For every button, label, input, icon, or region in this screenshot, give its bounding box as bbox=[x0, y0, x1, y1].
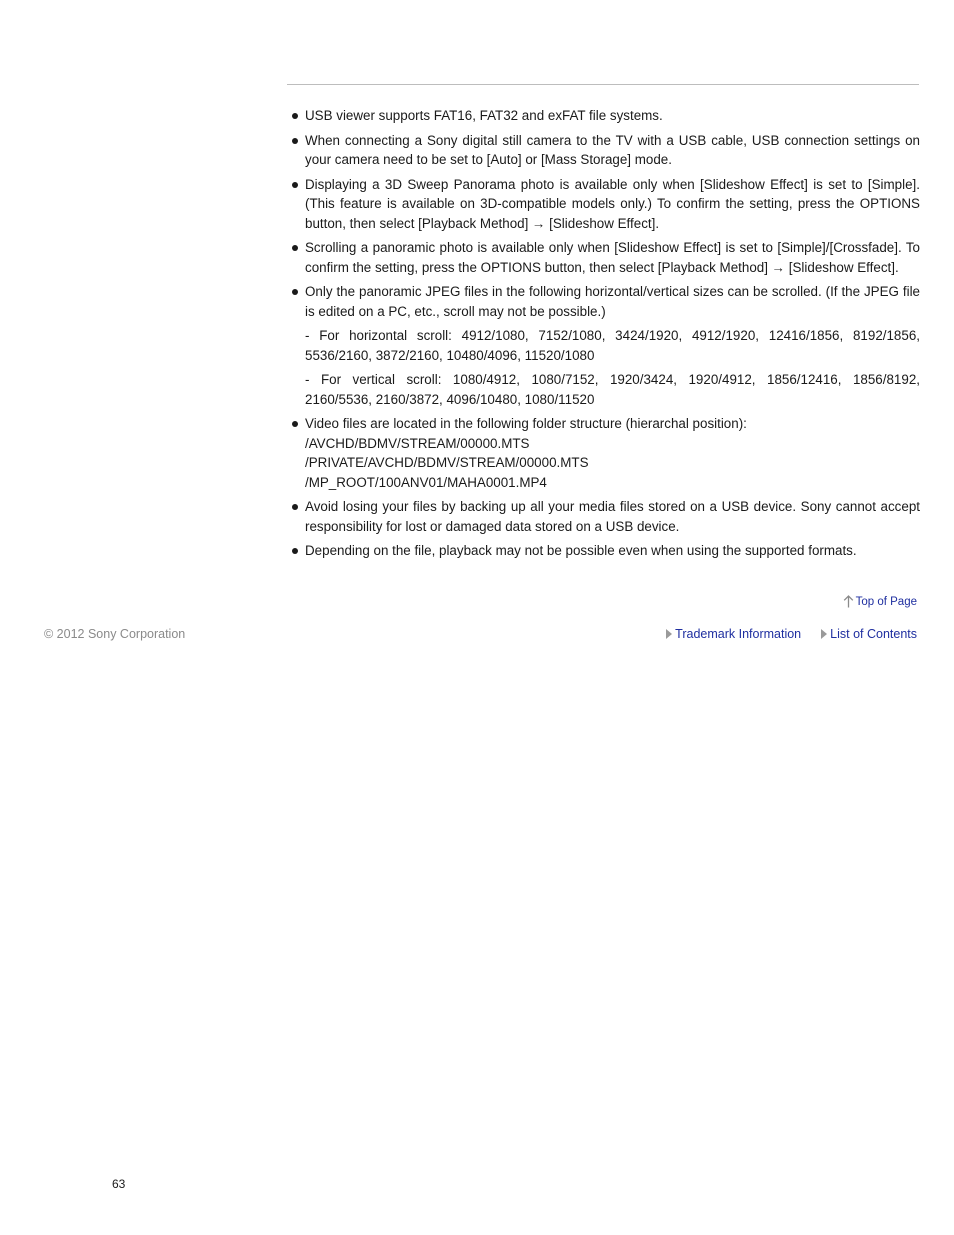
bullet-icon bbox=[292, 504, 298, 510]
note-item bbox=[288, 282, 920, 409]
note-text: Avoid losing your files by backing up all your media files stored on a USB device. Sony cannot accept responsibility for lost or damaged data stored on a USB device. bbox=[305, 499, 920, 534]
top-of-page-link[interactable] bbox=[843, 595, 917, 608]
copyright-text: © 2012 Sony Corporation bbox=[44, 627, 186, 641]
note-text: USB viewer supports FAT16, FAT32 and exFAT file systems. bbox=[305, 108, 663, 123]
folder-path: /PRIVATE/AVCHD/BDMV/STREAM/00000.MTS bbox=[305, 455, 589, 470]
vertical-sizes: - For vertical scroll: 1080/4912, 1080/7152, 1920/3424, 1920/4912, 1856/12416, 1856/8192, 2160/5536, 2160/3872, 4096/10480, 1080/11520 bbox=[305, 372, 920, 407]
bullet-icon bbox=[292, 421, 298, 427]
note-item bbox=[288, 414, 920, 492]
note-item bbox=[288, 131, 920, 170]
footer-links bbox=[666, 627, 917, 641]
folder-path: /AVCHD/BDMV/STREAM/00000.MTS bbox=[305, 435, 530, 451]
note-item bbox=[288, 238, 920, 277]
note-item bbox=[288, 106, 920, 126]
arrow-up-icon bbox=[843, 595, 854, 608]
note-text: Depending on the file, playback may not be possible even when using the supported formats. bbox=[305, 543, 857, 558]
bullet-icon bbox=[292, 548, 298, 554]
note-text: Displaying a 3D Sweep Panorama photo is available only when [Slideshow Effect] is set to [Simple]. (This feature is available on 3D-compatible models only.) To confirm the setting, press the OPTIONS button, then select [Playback Method] → [Slideshow Effect]. bbox=[305, 176, 920, 231]
notes-list bbox=[288, 106, 920, 566]
list-of-contents-link[interactable] bbox=[821, 627, 917, 641]
horizontal-sizes: - For horizontal scroll: 4912/1080, 7152/1080, 3424/1920, 4912/1920, 12416/1856, 8192/1856, 5536/2160, 3872/2160, 10480/4096, 11520/1080 bbox=[305, 328, 920, 363]
note-item bbox=[288, 497, 920, 536]
note-text: When connecting a Sony digital still camera to the TV with a USB cable, USB connection settings on your camera need to be set to [Auto] or [Mass Storage] mode. bbox=[305, 132, 920, 167]
bullet-icon bbox=[292, 182, 298, 188]
bullet-icon bbox=[292, 113, 298, 119]
note-text: Video files are located in the following folder structure (hierarchal position): bbox=[305, 416, 747, 431]
folder-path: /MP_ROOT/100ANV01/MAHA0001.MP4 bbox=[305, 474, 547, 490]
page-number: 63 bbox=[112, 1177, 126, 1191]
trademark-information-link[interactable] bbox=[666, 627, 801, 641]
top-of-page-label: Top of Page bbox=[855, 595, 917, 608]
triangle-right-icon bbox=[821, 629, 827, 639]
triangle-right-icon bbox=[666, 629, 672, 639]
bullet-icon bbox=[292, 289, 298, 295]
note-item bbox=[288, 541, 920, 561]
note-text: Only the panoramic JPEG files in the following horizontal/vertical sizes can be scrolled. (If the JPEG file is edited on a PC, etc., scroll may not be possible.) bbox=[305, 284, 920, 319]
top-divider bbox=[287, 84, 919, 85]
trademark-information-label: Trademark Information bbox=[675, 627, 802, 641]
bullet-icon bbox=[292, 138, 298, 144]
note-item bbox=[288, 175, 920, 234]
list-of-contents-label: List of Contents bbox=[830, 627, 917, 641]
bullet-icon bbox=[292, 245, 298, 251]
note-text: Scrolling a panoramic photo is available only when [Slideshow Effect] is set to [Simple]/[Crossfade]. To confirm the setting, press the OPTIONS button, then select [Playback Method] → [Slideshow Effect]. bbox=[305, 240, 920, 275]
